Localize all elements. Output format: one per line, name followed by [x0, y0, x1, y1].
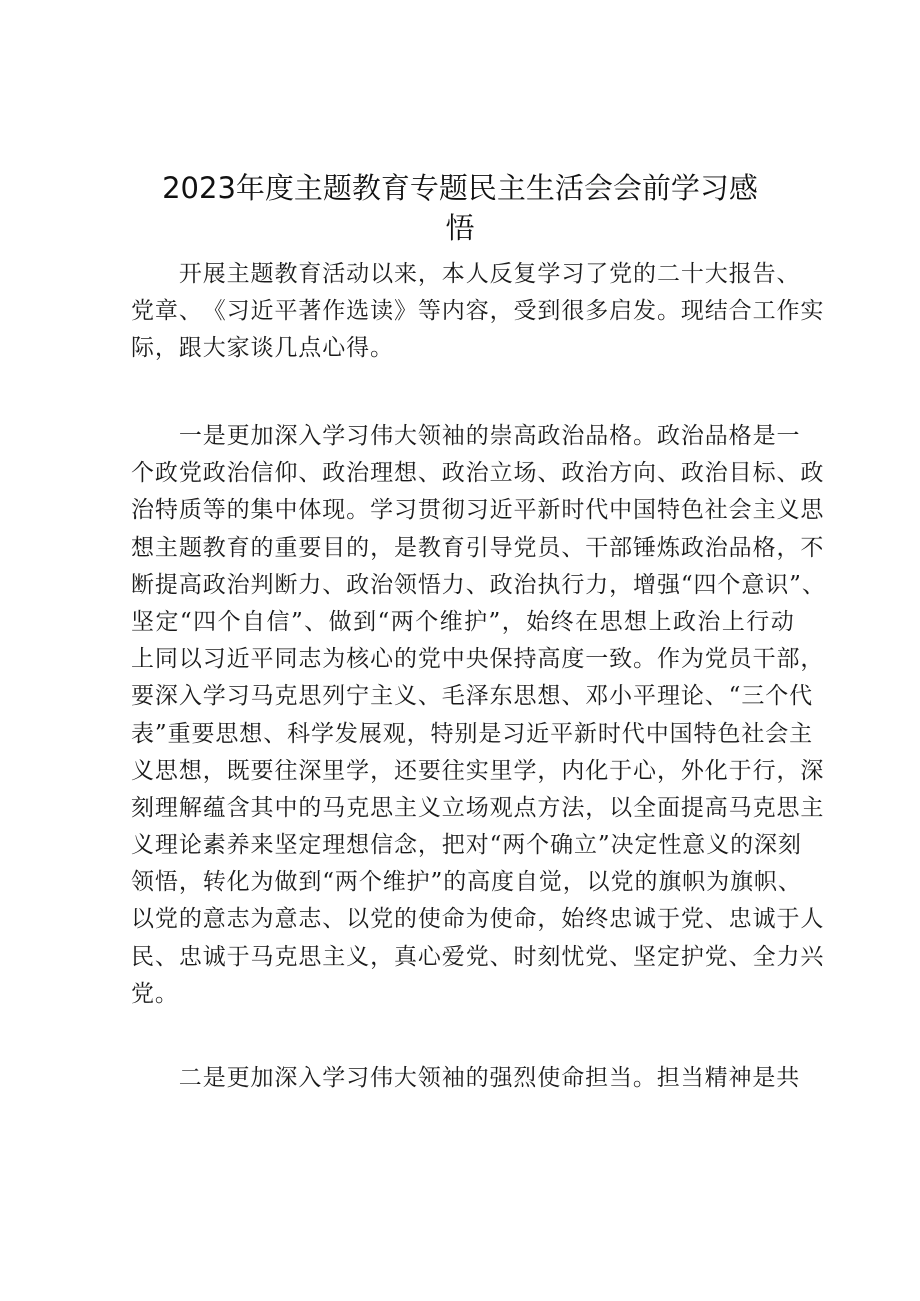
- document-title: [134, 168, 786, 248]
- paragraph-line: 党。: [131, 980, 179, 1007]
- paragraph-line: 党 章 、 《 习 近 平 著 作 选 读 》 等 内 容 ， 受 到 很 多 启 发 。 现 结 合 工 作 实: [131, 298, 825, 325]
- title-line: 悟: [445, 211, 475, 245]
- title-line: 2023年度主题教育专题民主生活会会前学习感: [162, 171, 758, 205]
- paragraph-line: 民 、 忠 诚 于 马 克 思 主 义 ， 真 心 爱 党 、 时 刻 忧 党 、 坚 定 护 党 、 全 力 兴: [131, 943, 825, 970]
- paragraph-line: 个 政 党 政 治 信 仰 、 政 治 理 想 、 政 治 立 场 、 政 治 方 向 、 政 治 目 标 、 政: [131, 460, 825, 487]
- paragraph-line: 以 党 的 意 志 为 意 志 、 以 党 的 使 命 为 使 命 ， 始 终 忠 诚 于 党 、 忠 诚 于 人: [131, 906, 825, 933]
- paragraph-line: 一 是 更 加 深 入 学 习 伟 大 领 袖 的 崇 高 政 治 品 格 。 政 治 品 格 是 一: [178, 423, 801, 449]
- paragraph-line: 断 提 高 政 治 判 断 力 、 政 治 领 悟 力 、 政 治 执 行 力 ， 增 强 “ 四 个 意 识 ” 、: [131, 571, 826, 598]
- paragraph-line: 二是更加深入学习伟大领袖的强烈使命担当。担当精神是共: [131, 1065, 801, 1091]
- paragraph-line: 际，跟大家谈几点心得。: [131, 335, 394, 362]
- paragraph-line: 上 同 以 习 近 平 同 志 为 核 心 的 党 中 央 保 持 高 度 一 致 。 作 为 党 员 干 部 ，: [131, 646, 825, 673]
- paragraph-line: 刻 理 解 蕴 含 其 中 的 马 克 思 主 义 立 场 观 点 方 法 ， 以 全 面 提 高 马 克 思 主: [131, 794, 825, 821]
- paragraph-line: 坚 定 “ 四 个 自 信 ” 、 做 到 “ 两 个 维 护 ” ， 始 终 在 思 想 上 政 治 上 行 动: [131, 608, 795, 635]
- paragraph-intro: [131, 256, 825, 368]
- paragraph-line: 治 特 质 等 的 集 中 体 现 。 学 习 贯 彻 习 近 平 新 时 代 中 国 特 色 社 会 主 义 思: [131, 497, 825, 524]
- paragraph-point-two: [131, 1060, 801, 1097]
- paragraph-line: 开 展 主 题 教 育 活 动 以 来 ， 本 人 反 复 学 习 了 党 的 二 十 大 报 告 、: [178, 261, 801, 287]
- paragraph-point-one: [131, 418, 826, 1013]
- paragraph-line: 义 思 想 ， 既 要 往 深 里 学 ， 还 要 往 实 里 学 ， 内 化 于 心 ， 外 化 于 行 ， 深: [131, 757, 825, 784]
- paragraph-line: 要 深 入 学 习 马 克 思 列 宁 主 义 、 毛 泽 东 思 想 、 邓 小 平 理 论 、 “ 三 个 代: [131, 683, 814, 710]
- paragraph-line: 表 ” 重 要 思 想 、 科 学 发 展 观 ， 特 别 是 习 近 平 新 时 代 中 国 特 色 社 会 主: [131, 720, 814, 747]
- paragraph-line: 领 悟 ， 转 化 为 做 到 “ 两 个 维 护 ” 的 高 度 自 觉 ， 以 党 的 旗 帜 为 旗 帜 、: [131, 869, 802, 896]
- paragraph-line: 义 理 论 素 养 来 坚 定 理 想 信 念 ， 把 对 “ 两 个 确 立 ” 决 定 性 意 义 的 深 刻: [131, 832, 802, 859]
- paragraph-line: 想 主 题 教 育 的 重 要 目 的 ， 是 教 育 引 导 党 员 、 干 部 锤 炼 政 治 品 格 ， 不: [131, 534, 825, 561]
